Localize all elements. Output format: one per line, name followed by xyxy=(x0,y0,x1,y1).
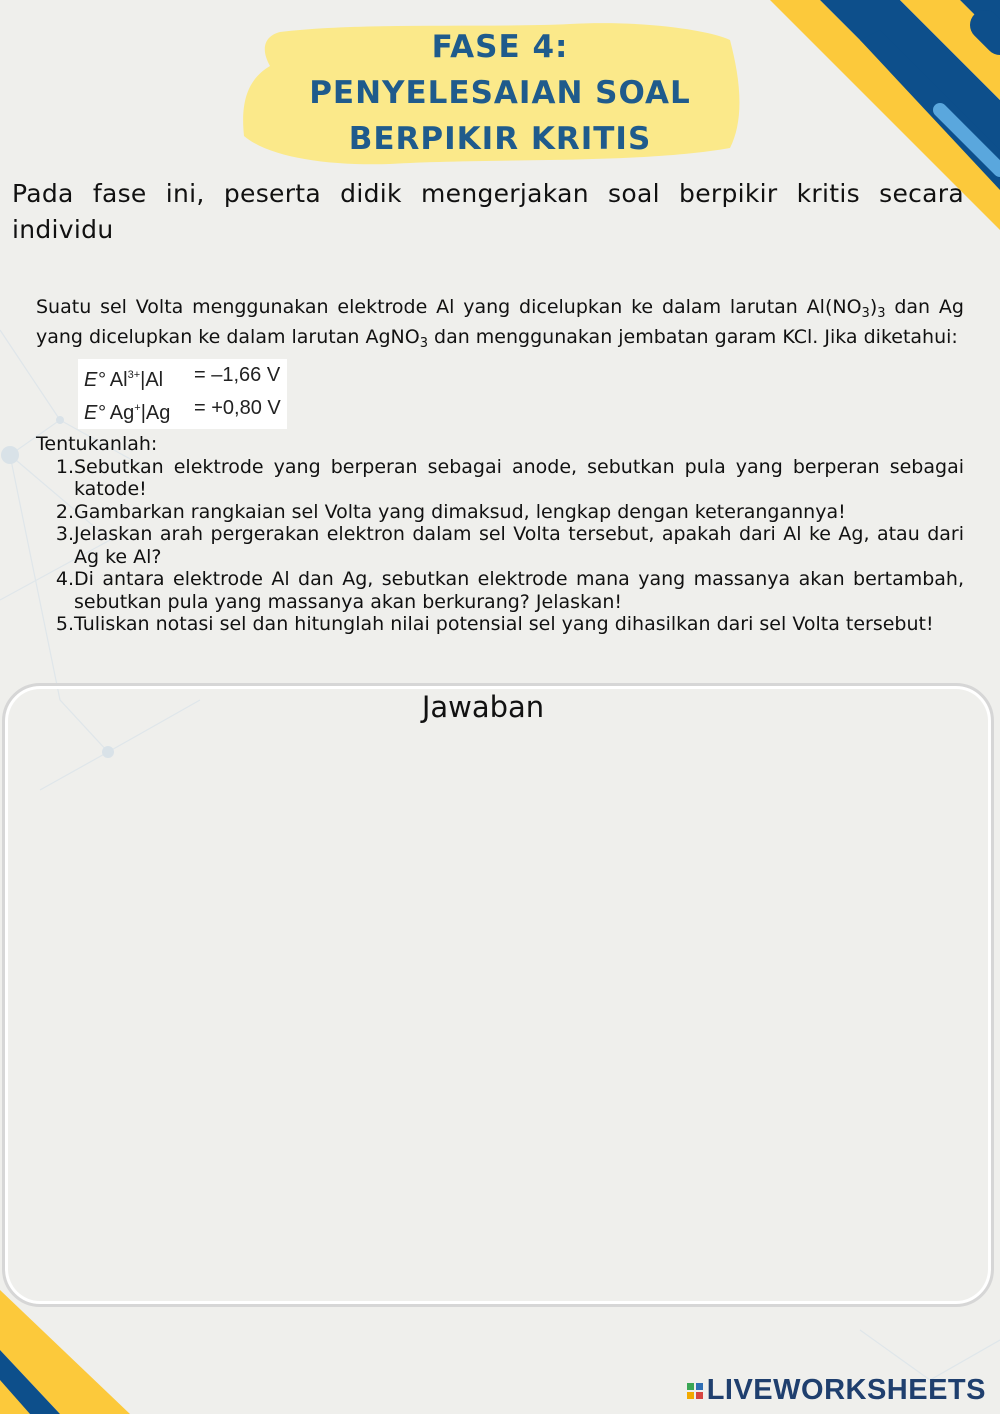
task-text: Di antara elektrode Al dan Ag, sebutkan elektrode mana yang massanya akan bertambah, sebutkan pula yang massanya akan berkurang? Jelaskan! xyxy=(74,568,964,613)
stem-text: dan Ag yang dicelupkan ke dalam larutan AgNO xyxy=(36,296,964,348)
task-text: Jelaskan arah pergerakan elektron dalam sel Volta tersebut, apakah dari Al ke Ag, atau dari Ag ke Al? xyxy=(74,523,964,568)
list-item xyxy=(36,501,964,524)
task-number: 3. xyxy=(55,523,74,545)
electrode: |Ag xyxy=(140,402,171,424)
potential-row-al xyxy=(84,361,281,394)
standard-potentials-table xyxy=(78,359,287,429)
question-block xyxy=(36,296,964,636)
brand-name: LIVEWORKSHEETS xyxy=(706,1374,986,1406)
species: Al xyxy=(105,369,128,391)
task-list xyxy=(36,456,964,636)
stem-text: ) xyxy=(869,296,878,318)
potential-value: = –1,66 V xyxy=(194,364,281,386)
answer-title: Jawaban xyxy=(421,690,545,724)
subscript: 3 xyxy=(861,306,870,321)
potential-label xyxy=(84,394,194,427)
title-line-3: BERPIKIR KRITIS xyxy=(348,121,652,157)
potential-label xyxy=(84,361,194,394)
e-symbol: E° xyxy=(84,369,106,391)
subscript: 3 xyxy=(419,335,428,351)
task-text: Tuliskan notasi sel dan hitunglah nilai potensial sel yang dihasilkan dari sel Volta tersebut! xyxy=(74,613,934,635)
species: Ag xyxy=(105,402,135,424)
list-item xyxy=(36,613,964,636)
brand-icon xyxy=(687,1383,703,1399)
title-line-1: FASE 4: xyxy=(431,29,569,65)
task-number: 1. xyxy=(55,455,74,478)
stem-text: dan menggunakan jembatan garam KCl. Jika diketahui: xyxy=(427,325,958,348)
stem-text: Suatu sel Volta menggunakan elektrode Al yang dicelupkan ke dalam larutan Al(NO xyxy=(36,296,862,318)
subscript: 3 xyxy=(877,306,886,321)
task-prompt: Tentukanlah: xyxy=(36,433,158,455)
title-line-2: PENYELESAIAN SOAL xyxy=(309,75,691,111)
potential-value: = +0,80 V xyxy=(194,397,281,419)
list-item xyxy=(36,568,964,613)
task-number: 4. xyxy=(55,568,74,590)
potential-row-ag xyxy=(84,394,281,427)
question-stem xyxy=(36,296,964,355)
list-item xyxy=(36,523,964,568)
intro-text: Pada fase ini, peserta didik mengerjakan soal berpikir kritis secara individu xyxy=(12,179,964,244)
list-item xyxy=(36,456,964,501)
charge: 3+ xyxy=(127,369,141,381)
answer-input-area[interactable] xyxy=(2,683,994,1307)
task-number: 2. xyxy=(55,500,74,523)
task-text: Sebutkan elektrode yang berperan sebagai anode, sebutkan pula yang berperan sebagai katode! xyxy=(74,455,964,500)
page-title xyxy=(240,18,760,168)
task-text: Gambarkan rangkaian sel Volta yang dimaksud, lengkap dengan keterangannya! xyxy=(74,500,846,523)
electrode: |Al xyxy=(140,369,164,391)
e-symbol: E° xyxy=(84,402,106,424)
task-number: 5. xyxy=(55,613,74,635)
charge: + xyxy=(134,402,141,414)
liveworksheets-logo xyxy=(687,1374,986,1407)
